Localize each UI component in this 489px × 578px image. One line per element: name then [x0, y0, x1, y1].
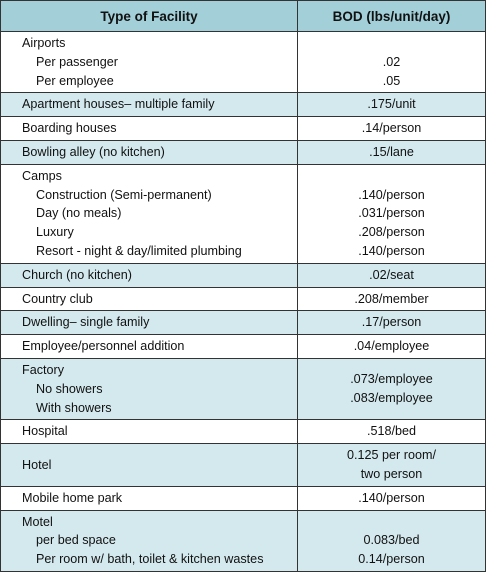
bod-cell — [298, 358, 486, 419]
facility-cell — [1, 164, 298, 263]
header-bod: BOD (lbs/unit/day) — [298, 1, 486, 32]
bod-value: .02 — [382, 54, 401, 69]
bod-value: .14/person — [298, 117, 486, 141]
table-row — [1, 358, 486, 419]
facility-cell — [1, 358, 298, 419]
facility-cell: Bowling alley (no kitchen) — [1, 140, 298, 164]
table-row — [1, 263, 486, 287]
facility-title: Airports — [22, 36, 66, 50]
header-facility-type: Type of Facility — [1, 1, 298, 32]
facility-cell: Country club — [1, 287, 298, 311]
facility-cell: Boarding houses — [1, 117, 298, 141]
table-row — [1, 486, 486, 510]
facility-subtype: Per passenger — [36, 54, 118, 69]
bod-value: .031/person — [358, 206, 425, 221]
facility-subtype: With showers — [36, 400, 112, 415]
table-row — [1, 93, 486, 117]
bod-value: 0.14/person — [358, 552, 425, 567]
facility-cell: Mobile home park — [1, 486, 298, 510]
facility-title: Factory — [22, 362, 64, 377]
table-row — [1, 510, 486, 571]
bod-value: .05 — [382, 73, 401, 88]
bod-value: .02/seat — [298, 263, 486, 287]
table-row — [1, 117, 486, 141]
facility-cell: Church (no kitchen) — [1, 263, 298, 287]
bod-value: .15/lane — [298, 140, 486, 164]
bod-value: 0.125 per room/ — [347, 448, 436, 463]
bod-cell — [298, 32, 486, 93]
bod-cell — [298, 510, 486, 571]
table-header-row — [1, 1, 486, 32]
bod-value: .073/employee — [350, 372, 433, 387]
facility-subtype: per bed space — [36, 533, 116, 548]
facility-cell: Hotel — [1, 444, 298, 487]
facility-title: Motel — [22, 514, 53, 529]
bod-value: .140/person — [358, 187, 425, 202]
bod-value: .17/person — [298, 311, 486, 335]
facility-subtype: Luxury — [36, 225, 74, 240]
bod-value: .04/employee — [298, 335, 486, 359]
facility-subtype: Day (no meals) — [36, 206, 122, 221]
facility-subtype: Per employee — [36, 73, 114, 88]
bod-value: .208/person — [358, 225, 425, 240]
facility-subtype: Per room w/ bath, toilet & kitchen wastes — [36, 552, 264, 567]
facility-cell: Apartment houses– multiple family — [1, 93, 298, 117]
bod-value: .208/member — [298, 287, 486, 311]
facility-cell: Dwelling– single family — [1, 311, 298, 335]
table-row — [1, 140, 486, 164]
bod-value: .140/person — [298, 486, 486, 510]
bod-cell — [298, 444, 486, 487]
bod-value: 0.083/bed — [363, 533, 420, 548]
facility-subtype: Construction (Semi-permanent) — [36, 187, 212, 202]
table-row — [1, 164, 486, 263]
table-row — [1, 444, 486, 487]
table-row — [1, 311, 486, 335]
facility-cell — [1, 32, 298, 93]
bod-cell — [298, 164, 486, 263]
facility-cell — [1, 510, 298, 571]
bod-value: .518/bed — [298, 420, 486, 444]
bod-value: two person — [360, 466, 423, 481]
table-row — [1, 32, 486, 93]
facility-cell: Hospital — [1, 420, 298, 444]
bod-value: .175/unit — [298, 93, 486, 117]
table-row — [1, 420, 486, 444]
facility-subtype: Resort - night & day/limited plumbing — [36, 243, 242, 258]
bod-value: .140/person — [358, 243, 425, 258]
facility-cell: Employee/personnel addition — [1, 335, 298, 359]
facility-subtype: No showers — [36, 381, 103, 396]
table-row — [1, 335, 486, 359]
table-row — [1, 287, 486, 311]
bod-value: .083/employee — [350, 391, 433, 406]
facility-title: Camps — [22, 168, 62, 183]
